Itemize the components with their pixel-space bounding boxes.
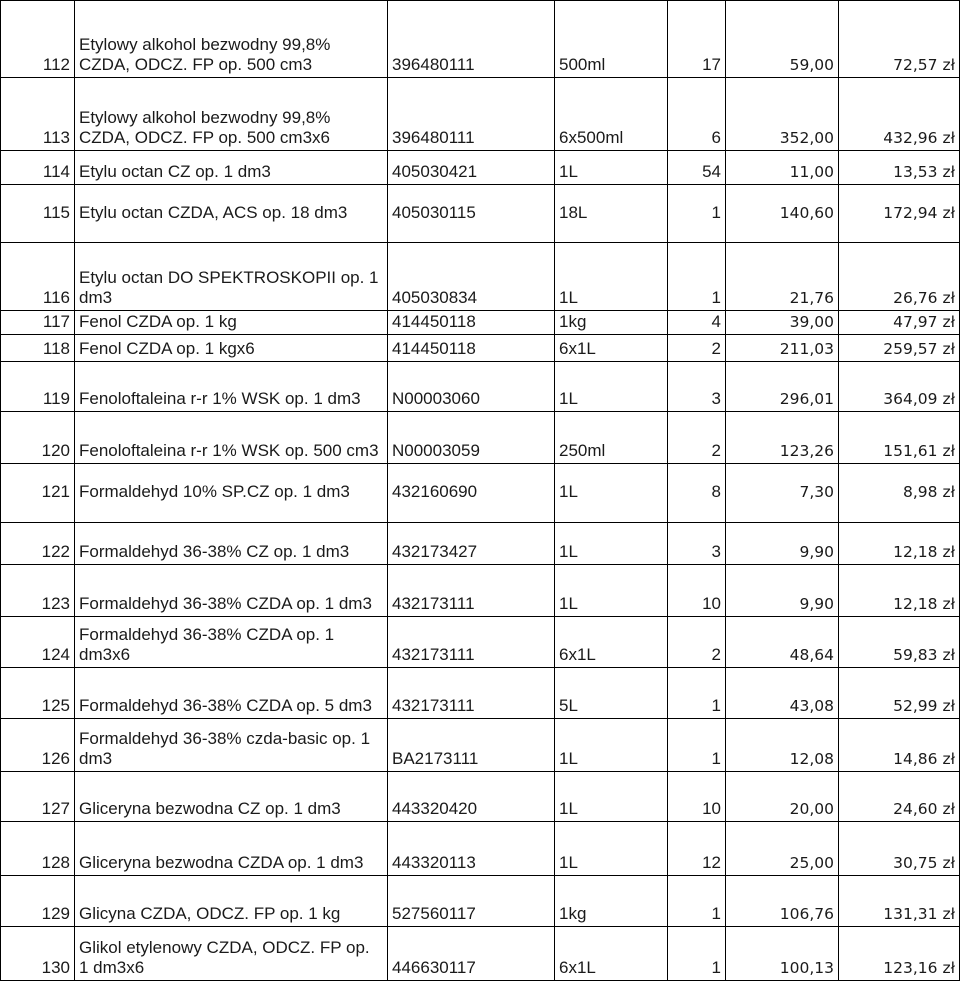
gross-price: 72,57 zł — [839, 1, 960, 78]
net-price: 100,13 — [726, 927, 839, 981]
product-name: Formaldehyd 10% SP.CZ op. 1 dm3 — [75, 464, 388, 523]
gross-price: 14,86 zł — [839, 719, 960, 772]
gross-price: 30,75 zł — [839, 822, 960, 876]
table-row — [1, 78, 960, 151]
row-number: 121 — [1, 464, 75, 523]
catalog-code: BA2173111 — [388, 719, 555, 772]
net-price: 106,76 — [726, 876, 839, 927]
catalog-code: 396480111 — [388, 1, 555, 78]
package-size: 18L — [555, 185, 668, 243]
gross-price: 8,98 zł — [839, 464, 960, 523]
net-price: 9,90 — [726, 523, 839, 565]
net-price: 48,64 — [726, 617, 839, 668]
table-row — [1, 362, 960, 412]
gross-price: 52,99 zł — [839, 668, 960, 719]
row-number: 120 — [1, 412, 75, 464]
row-number: 114 — [1, 151, 75, 185]
product-name: Gliceryna bezwodna CZDA op. 1 dm3 — [75, 822, 388, 876]
catalog-code: 405030421 — [388, 151, 555, 185]
package-size: 1L — [555, 523, 668, 565]
package-size: 1L — [555, 772, 668, 822]
product-name: Fenoloftaleina r-r 1% WSK op. 1 dm3 — [75, 362, 388, 412]
row-number: 116 — [1, 243, 75, 311]
row-number: 112 — [1, 1, 75, 78]
gross-price: 12,18 zł — [839, 565, 960, 617]
quantity: 4 — [668, 311, 726, 335]
row-number: 128 — [1, 822, 75, 876]
gross-price: 26,76 zł — [839, 243, 960, 311]
quantity: 2 — [668, 335, 726, 362]
net-price: 296,01 — [726, 362, 839, 412]
row-number: 127 — [1, 772, 75, 822]
quantity: 1 — [668, 927, 726, 981]
quantity: 10 — [668, 772, 726, 822]
catalog-code: 414450118 — [388, 335, 555, 362]
table-row — [1, 311, 960, 335]
gross-price: 123,16 zł — [839, 927, 960, 981]
net-price: 39,00 — [726, 311, 839, 335]
product-name: Formaldehyd 36-38% czda-basic op. 1 dm3 — [75, 719, 388, 772]
table-row — [1, 412, 960, 464]
quantity: 1 — [668, 668, 726, 719]
catalog-code: 405030834 — [388, 243, 555, 311]
table-row — [1, 1, 960, 78]
package-size: 6x500ml — [555, 78, 668, 151]
catalog-code: 527560117 — [388, 876, 555, 927]
package-size: 6x1L — [555, 927, 668, 981]
net-price: 211,03 — [726, 335, 839, 362]
catalog-code: 396480111 — [388, 78, 555, 151]
catalog-code: 443320113 — [388, 822, 555, 876]
table-row — [1, 927, 960, 981]
table-row — [1, 876, 960, 927]
package-size: 1L — [555, 151, 668, 185]
product-name: Formaldehyd 36-38% CZ op. 1 dm3 — [75, 523, 388, 565]
catalog-code: N00003059 — [388, 412, 555, 464]
gross-price: 131,31 zł — [839, 876, 960, 927]
row-number: 123 — [1, 565, 75, 617]
catalog-code: 443320420 — [388, 772, 555, 822]
product-name: Etylu octan DO SPEKTROSKOPII op. 1 dm3 — [75, 243, 388, 311]
product-name: Glikol etylenowy CZDA, ODCZ. FP op. 1 dm3x6 — [75, 927, 388, 981]
product-name: Etylowy alkohol bezwodny 99,8% CZDA, ODCZ. FP op. 500 cm3 — [75, 1, 388, 78]
net-price: 12,08 — [726, 719, 839, 772]
product-name: Glicyna CZDA, ODCZ. FP op. 1 kg — [75, 876, 388, 927]
table-row — [1, 335, 960, 362]
row-number: 130 — [1, 927, 75, 981]
gross-price: 13,53 zł — [839, 151, 960, 185]
gross-price: 172,94 zł — [839, 185, 960, 243]
row-number: 129 — [1, 876, 75, 927]
quantity: 3 — [668, 362, 726, 412]
catalog-code: 446630117 — [388, 927, 555, 981]
gross-price: 151,61 zł — [839, 412, 960, 464]
quantity: 17 — [668, 1, 726, 78]
gross-price: 59,83 zł — [839, 617, 960, 668]
net-price: 25,00 — [726, 822, 839, 876]
row-number: 119 — [1, 362, 75, 412]
product-name: Etylu octan CZ op. 1 dm3 — [75, 151, 388, 185]
catalog-code: 432173111 — [388, 565, 555, 617]
product-name: Fenol CZDA op. 1 kg — [75, 311, 388, 335]
catalog-code: 432173427 — [388, 523, 555, 565]
table-row — [1, 822, 960, 876]
quantity: 10 — [668, 565, 726, 617]
package-size: 5L — [555, 668, 668, 719]
net-price: 352,00 — [726, 78, 839, 151]
row-number: 118 — [1, 335, 75, 362]
table-row — [1, 243, 960, 311]
product-name: Etylu octan CZDA, ACS op. 18 dm3 — [75, 185, 388, 243]
gross-price: 47,97 zł — [839, 311, 960, 335]
package-size: 1L — [555, 362, 668, 412]
catalog-code: 432173111 — [388, 668, 555, 719]
quantity: 54 — [668, 151, 726, 185]
catalog-code: 432160690 — [388, 464, 555, 523]
net-price: 9,90 — [726, 565, 839, 617]
gross-price: 432,96 zł — [839, 78, 960, 151]
package-size: 6x1L — [555, 617, 668, 668]
quantity: 3 — [668, 523, 726, 565]
row-number: 124 — [1, 617, 75, 668]
quantity: 6 — [668, 78, 726, 151]
net-price: 59,00 — [726, 1, 839, 78]
row-number: 122 — [1, 523, 75, 565]
package-size: 1L — [555, 565, 668, 617]
quantity: 1 — [668, 185, 726, 243]
quantity: 1 — [668, 876, 726, 927]
package-size: 1L — [555, 243, 668, 311]
gross-price: 259,57 zł — [839, 335, 960, 362]
row-number: 113 — [1, 78, 75, 151]
package-size: 500ml — [555, 1, 668, 78]
quantity: 8 — [668, 464, 726, 523]
catalog-code: N00003060 — [388, 362, 555, 412]
table-row — [1, 151, 960, 185]
product-name: Fenoloftaleina r-r 1% WSK op. 500 cm3 — [75, 412, 388, 464]
product-name: Formaldehyd 36-38% CZDA op. 1 dm3x6 — [75, 617, 388, 668]
row-number: 126 — [1, 719, 75, 772]
package-size: 1kg — [555, 311, 668, 335]
table-row — [1, 617, 960, 668]
gross-price: 12,18 zł — [839, 523, 960, 565]
row-number: 115 — [1, 185, 75, 243]
net-price: 20,00 — [726, 772, 839, 822]
quantity: 12 — [668, 822, 726, 876]
quantity: 1 — [668, 719, 726, 772]
row-number: 117 — [1, 311, 75, 335]
gross-price: 24,60 zł — [839, 772, 960, 822]
product-name: Formaldehyd 36-38% CZDA op. 5 dm3 — [75, 668, 388, 719]
net-price: 11,00 — [726, 151, 839, 185]
net-price: 43,08 — [726, 668, 839, 719]
net-price: 123,26 — [726, 412, 839, 464]
package-size: 1kg — [555, 876, 668, 927]
table-row — [1, 523, 960, 565]
quantity: 2 — [668, 412, 726, 464]
net-price: 21,76 — [726, 243, 839, 311]
package-size: 1L — [555, 464, 668, 523]
product-name: Etylowy alkohol bezwodny 99,8% CZDA, ODCZ. FP op. 500 cm3x6 — [75, 78, 388, 151]
net-price: 7,30 — [726, 464, 839, 523]
row-number: 125 — [1, 668, 75, 719]
table-row — [1, 185, 960, 243]
catalog-code: 414450118 — [388, 311, 555, 335]
table-row — [1, 565, 960, 617]
table-row — [1, 719, 960, 772]
table-row — [1, 668, 960, 719]
catalog-code: 405030115 — [388, 185, 555, 243]
catalog-code: 432173111 — [388, 617, 555, 668]
package-size: 1L — [555, 719, 668, 772]
net-price: 140,60 — [726, 185, 839, 243]
product-name: Gliceryna bezwodna CZ op. 1 dm3 — [75, 772, 388, 822]
package-size: 250ml — [555, 412, 668, 464]
quantity: 2 — [668, 617, 726, 668]
table-row — [1, 772, 960, 822]
table-row — [1, 464, 960, 523]
package-size: 1L — [555, 822, 668, 876]
product-name: Formaldehyd 36-38% CZDA op. 1 dm3 — [75, 565, 388, 617]
quantity: 1 — [668, 243, 726, 311]
product-name: Fenol CZDA op. 1 kgx6 — [75, 335, 388, 362]
gross-price: 364,09 zł — [839, 362, 960, 412]
package-size: 6x1L — [555, 335, 668, 362]
